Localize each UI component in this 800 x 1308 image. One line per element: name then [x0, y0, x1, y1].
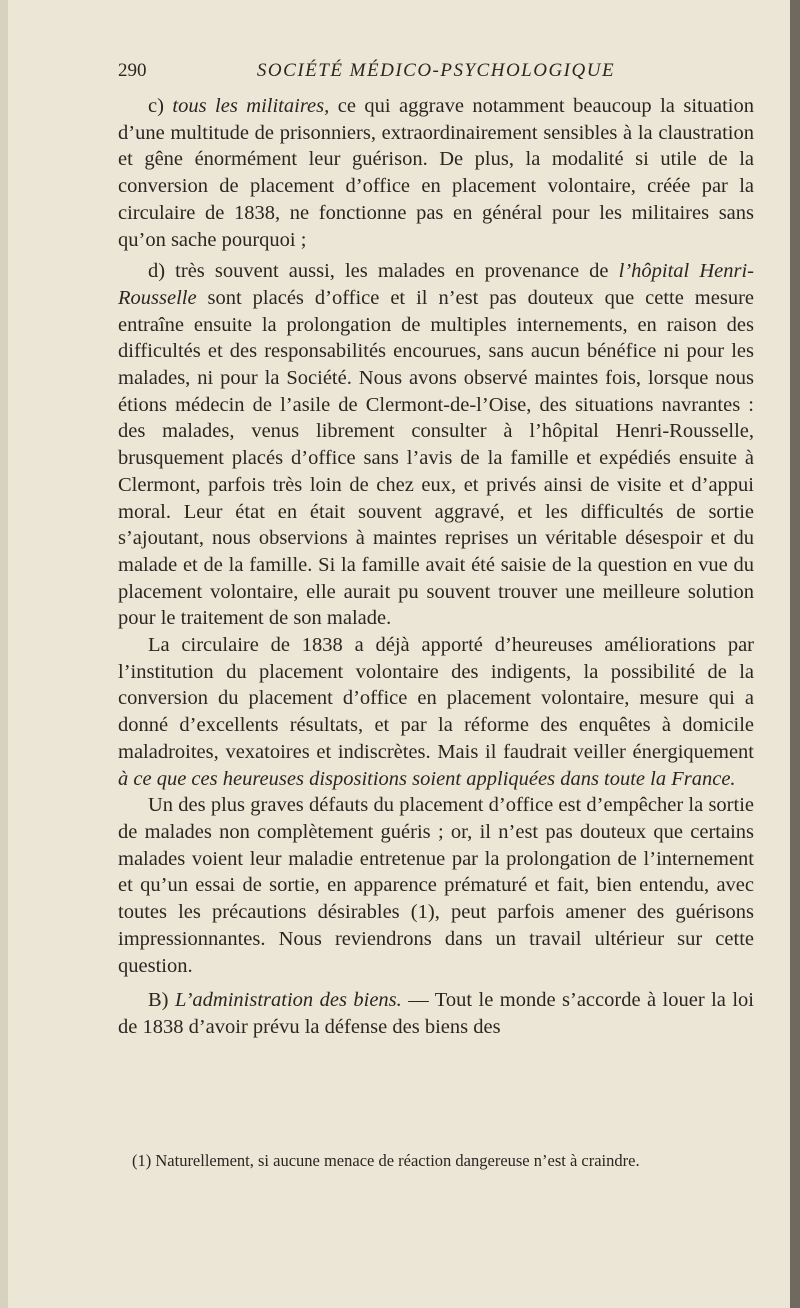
emphasis: à ce que ces heureuses dispositions soient appliquées dans toute la France.	[118, 767, 736, 790]
paragraph-c: c) tous les militaires, ce qui aggrave notamment beaucoup la situation d’une multitude de prisonniers, extraordinairement sensibles à la claustration et gêne énormément leur guérison. De plus, la modalité si utile de la conversion de placement d’office en placement volontaire, créée par la circulaire de 1838, ne fonctionne pas en général pour les militaires sans qu’on sache pourquoi ;	[118, 95, 754, 251]
page-number: 290	[118, 60, 147, 81]
page-gutter	[0, 0, 8, 1308]
paragraph-defauts: Un des plus graves défauts du placement d’office est d’empêcher la sortie de malades non complètement guéris ; or, il n’est pas douteux que certains malades voient leur maladie entretenue par la prolongation de l’internement et qu’un essai de sortie, en apparence prématuré et fait, bien entendu, avec toutes les précautions désirables (1), peut parfois amener des guérisons impressionnantes. Nous reviendrons dans un travail ultérieur sur cette question.	[118, 794, 754, 977]
footnote: (1) Naturellement, si aucune menace de réaction dangereuse n’est à craindre.	[132, 1151, 640, 1170]
page-edge-shadow	[790, 0, 800, 1308]
running-header	[118, 56, 754, 86]
body-text	[118, 93, 754, 1041]
paragraph-circulaire: La circulaire de 1838 a déjà apporté d’heureuses améliorations par l’institution du placement volontaire des indigents, la possibilité de la conversion du placement d’office en placement volontaire, mesure qui a donné d’excellents résultats, et par la réforme des enquêtes à domicile maladroites, vexatoires et indiscrètes. Mais il faudrait veiller énergiquement à ce que ces heureuses dispositions soient appliquées dans toute la France.	[118, 634, 754, 790]
emphasis: tous les militaires,	[172, 95, 330, 117]
running-title: SOCIÉTÉ MÉDICO-PSYCHOLOGIQUE	[256, 60, 616, 81]
paragraph-b: B) L’administration des biens. — Tout le monde s’accorde à louer la loi de 1838 d’avoir prévu la défense des biens des	[118, 989, 754, 1038]
emphasis: l’hôpital Henri-Rousselle	[118, 260, 754, 309]
section-heading: L’administration des biens.	[174, 989, 402, 1012]
paragraph-d: d) très souvent aussi, les malades en provenance de l’hôpital Henri-Rousselle sont placés d’office et il n’est pas douteux que cette mesure entraîne ensuite la prolongation de multiples internements, en raison des difficultés et des responsabilités encourues, sans aucun bénéfice ni pour les malades, ni pour la Société. Nous avons observé maintes fois, lorsque nous étions médecin de l’asile de Clermont-de-l’Oise, des situations navrantes : des malades, venus librement consulter à l’hôpital Henri-Rousselle, brusquement placés d’office sans l’avis de la famille et expédiés ensuite à Clermont, parfois très loin de chez eux, et privés ainsi de visite et d’appui moral. Leur état en était souvent aggravé, et les difficultés de sortie s’ajoutant, nous observions à maintes reprises un véritable désespoir et du malade et de la famille. Si la famille avait été saisie de la question en vue du placement volontaire, elle aurait pu souvent trouver une meilleure solution pour le traitement de son malade.	[118, 260, 754, 630]
